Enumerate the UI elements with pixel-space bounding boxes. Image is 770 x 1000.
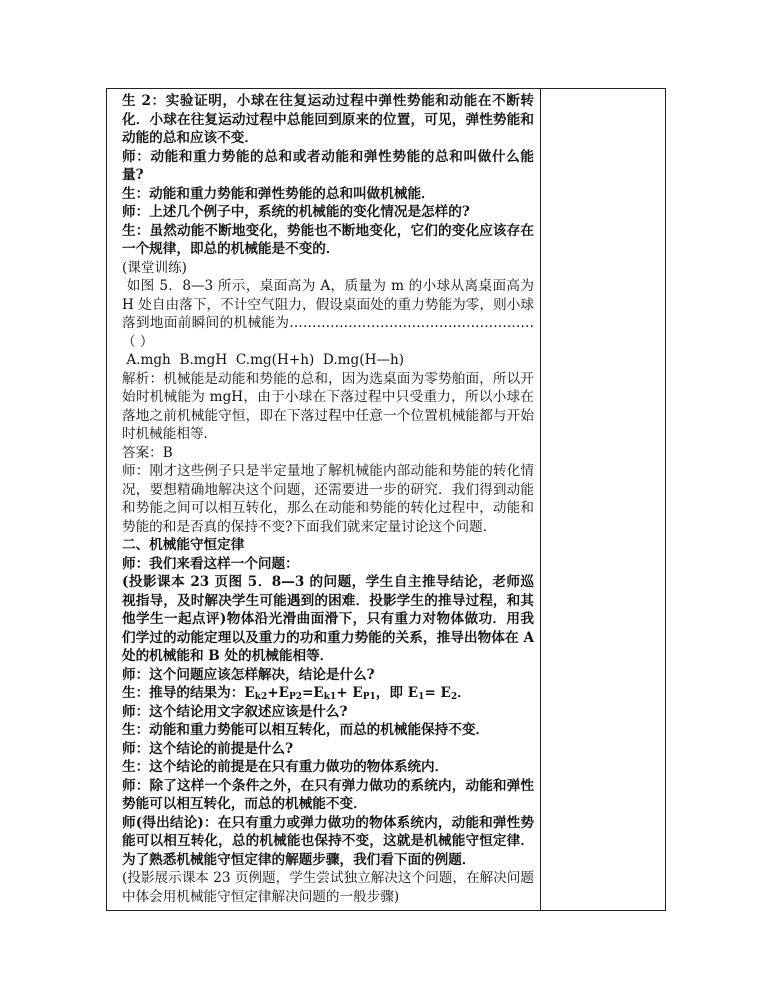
formula-subscript: 1 xyxy=(418,692,425,702)
formula-prefix: 生：推导的结果为： xyxy=(122,685,245,701)
exercise-analysis: 解析：机械能是动能和势能的总和，因为选桌面为零势舶面，所以开始时机械能为 mgH，由于小球在下落过程中只受重力，所以小球在落地之前机械能守恒，即在下落过程中任意一个位置机械能都与开始时机械能相等． xyxy=(122,370,534,442)
dialogue-teacher-conclusion: 师(得出结论)：在只有重力或弹力做功的物体系统内，动能和弹性势能可以相互转化，总的机械能也保持不变，这就是机械能守恒定律．为了熟悉机械能守恒定律的解题步骤，我们看下面的例题． xyxy=(122,814,534,868)
formula-subscript: k1 xyxy=(323,692,337,702)
lesson-table xyxy=(106,88,666,911)
dialogue-student-answer: 生：动能和重力势能和弹性势能的总和叫做机械能． xyxy=(122,185,435,202)
formula-term: = E xyxy=(424,685,451,701)
exercise-question: 如图 5．8—3 所示，桌面高为 A，质量为 m 的小球从离桌面高为 H 处自由落下，不计空气阻力，假设桌面处的重力势能为零，则小球落到地面前瞬间的机械能为………………………………………………（ ） xyxy=(122,278,539,350)
dialogue-teacher-question: 师：上述几个例子中，系统的机械能的变化情况是怎样的? xyxy=(122,204,470,220)
formula-term: E xyxy=(244,685,255,701)
exercise-options: A.mgh B.mgH C.mg(H+h) D.mg(H—h) xyxy=(122,352,405,368)
dialogue-student-answer: 生：这个结论的前提是在只有重力做功的物体系统内． xyxy=(122,759,449,775)
dialogue-teacher-statement: 师：除了这样一个条件之外，在只有弹力做功的系统内，动能和弹性势能可以相互转化，而总的机械能不变． xyxy=(122,777,534,812)
exercise-answer: 答案：B xyxy=(122,444,173,461)
formula-term: ，即 E xyxy=(375,685,419,701)
dialogue-teacher-transition: 师：刚才这些例子只是半定量地了解机械能内部动能和势能的转化情况，要想精确地解决这个问题，还需要进一步的研究．我们得到动能和势能之间可以相互转化，那么在动能和势能的转化过程中，动能和势能的和是否真的保持不变?下面我们就来定量讨论这个问题． xyxy=(122,463,534,535)
dialogue-teacher-question: 师：这个结论的前提是什么? xyxy=(122,740,294,757)
formula-subscript: P1 xyxy=(362,692,376,702)
formula-term: + E xyxy=(336,685,363,701)
formula-subscript: 2 xyxy=(450,692,458,702)
dialogue-teacher-question: 师：我们来看这样一个问题： xyxy=(122,555,299,572)
dialogue-teacher-question: 师：这个结论用文字叙述应该是什么? xyxy=(122,703,348,720)
projection-instruction: (投影课本 23 页图 5．8—3 的问题，学生自主推导结论，老师巡视指导，及时解决学生可能遇到的困难．投影学生的推导过程，和其他学生一起点评)物体沿光滑曲面滑下，只有重力对物体做功．用我们学过的动能定理以及重力的功和重力势能的关系，推导出物体在 A 处的机械能和 B 处的机械能相等． xyxy=(122,574,534,664)
dialogue-student-answer: 生：虽然动能不断地变化，势能也不断地变化，它们的变化应该存在一个规律，即总的机械能是不变的． xyxy=(122,222,534,257)
formula-subscript: k2 xyxy=(254,692,268,702)
table-row xyxy=(107,89,666,911)
formula-term: =E xyxy=(302,685,324,701)
formula-term: +E xyxy=(267,685,289,701)
projection-instruction: (投影展示课本 23 页例题，学生尝试独立解决这个问题，在解决问题中体会用机械能守恒定律解决问题的一般步骤) xyxy=(122,870,534,905)
formula-term: ． xyxy=(457,685,471,701)
teaching-content-cell xyxy=(107,89,541,911)
teaching-content xyxy=(107,89,540,910)
formula-line xyxy=(122,684,534,703)
exercise-heading: (课堂训练) xyxy=(122,259,187,276)
dialogue-teacher-question: 师：这个问题应该怎样解决，结论是什么? xyxy=(122,666,375,683)
dialogue-teacher-question: 师：动能和重力势能的总和或者动能和弹性势能的总和叫做什么能量? xyxy=(122,148,534,183)
section-heading: 二、机械能守恒定律 xyxy=(122,537,245,553)
dialogue-student-answer: 生：动能和重力势能可以相互转化，而总的机械能保持不变． xyxy=(122,722,490,738)
dialogue-student-2: 生 2：实验证明，小球在往复运动过程中弹性势能和动能在不断转化．小球在往复运动过程中总能回到原来的位置，可见，弹性势能和动能的总和应该不变． xyxy=(122,93,534,146)
notes-cell xyxy=(541,89,666,911)
formula-subscript: P2 xyxy=(288,692,303,702)
